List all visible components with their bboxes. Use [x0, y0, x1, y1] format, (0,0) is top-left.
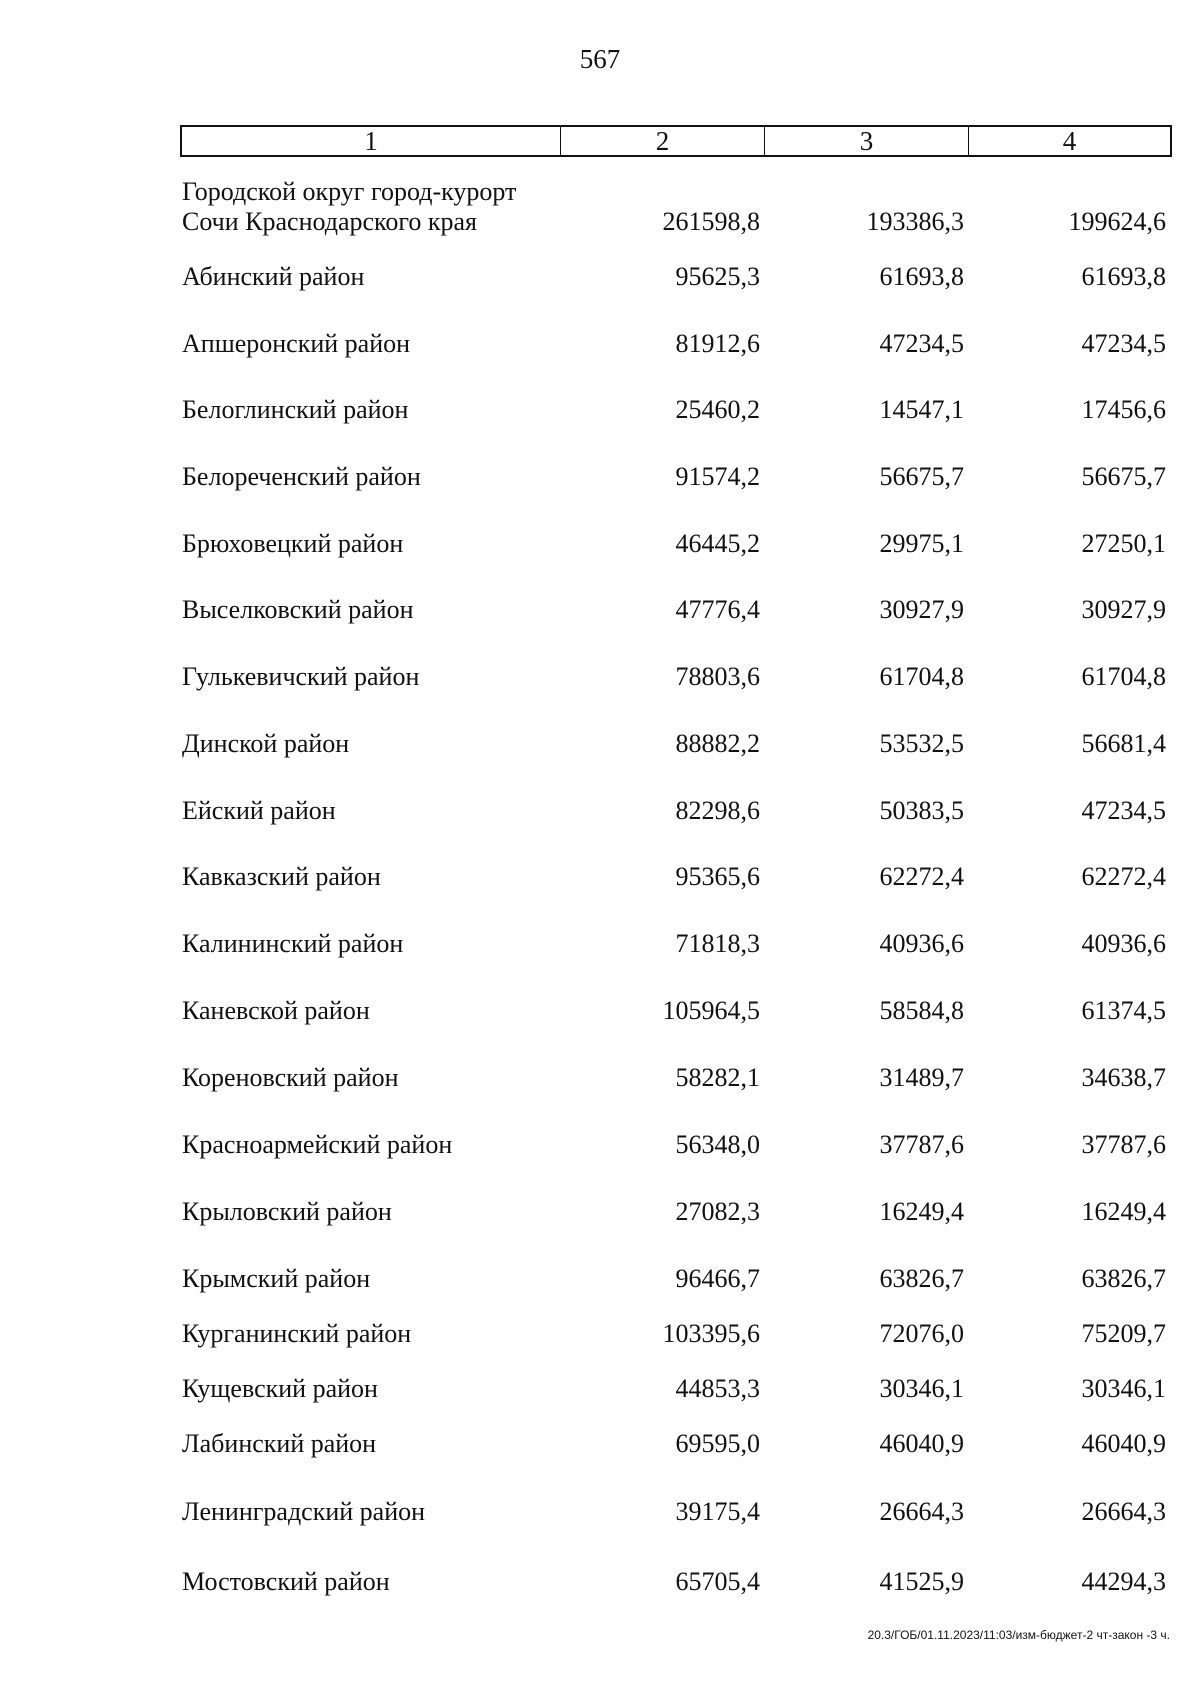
row-value-col2: 44853,3	[675, 1374, 760, 1403]
row-district-name: Крымский район	[182, 1264, 371, 1293]
row-district-name: Каневской район	[182, 996, 370, 1025]
budget-table	[180, 125, 1172, 1596]
table-row	[180, 929, 1172, 959]
row-value-col2: 47776,4	[675, 595, 760, 624]
row-district-name: Крыловский район	[182, 1197, 392, 1226]
row-district-name: Красноармейский район	[182, 1130, 453, 1159]
row-value-col4: 16249,4	[1081, 1197, 1166, 1226]
table-row	[180, 1264, 1172, 1294]
row-value-col4: 30927,9	[1081, 595, 1166, 624]
table-row	[180, 862, 1172, 892]
header-cell-2: 2	[560, 127, 764, 155]
table-row	[180, 595, 1172, 625]
row-value-col3: 53532,5	[879, 729, 964, 758]
row-value-col2: 82298,6	[675, 796, 760, 825]
row-district-name: Ленинградский район	[182, 1497, 426, 1526]
row-value-col3: 30346,1	[879, 1374, 964, 1403]
row-value-col4: 63826,7	[1081, 1264, 1166, 1293]
row-value-col2: 46445,2	[675, 529, 760, 558]
row-value-col2: 261598,8	[662, 207, 760, 236]
row-value-col2: 69595,0	[675, 1429, 760, 1458]
row-value-col4: 44294,3	[1081, 1567, 1166, 1596]
row-value-col4: 17456,6	[1081, 395, 1166, 424]
row-value-col3: 61704,8	[879, 662, 964, 691]
table-row	[180, 1429, 1172, 1459]
row-value-col4: 47234,5	[1081, 796, 1166, 825]
row-value-col4: 56675,7	[1081, 462, 1166, 491]
page-number: 567	[579, 44, 621, 74]
table-row	[180, 262, 1172, 292]
row-value-col3: 16249,4	[879, 1197, 964, 1226]
row-district-name: Мостовский район	[182, 1567, 390, 1596]
row-value-col4: 37787,6	[1081, 1130, 1166, 1159]
row-district-name: Гулькевичский район	[182, 662, 420, 691]
row-value-col2: 88882,2	[675, 729, 760, 758]
row-value-col3: 37787,6	[879, 1130, 964, 1159]
row-value-col4: 62272,4	[1081, 862, 1166, 891]
table-row	[180, 1319, 1172, 1349]
row-value-col3: 46040,9	[879, 1429, 964, 1458]
header-cell-3: 3	[764, 127, 968, 155]
row-value-col2: 71818,3	[675, 929, 760, 958]
row-value-col4: 46040,9	[1081, 1429, 1166, 1458]
row-value-col2: 103395,6	[662, 1319, 760, 1348]
row-value-col2: 96466,7	[675, 1264, 760, 1293]
row-value-col3: 50383,5	[879, 796, 964, 825]
row-value-col3: 41525,9	[879, 1567, 964, 1596]
row-value-col4: 30346,1	[1081, 1374, 1166, 1403]
row-value-col2: 56348,0	[675, 1130, 760, 1159]
row-value-col3: 31489,7	[879, 1063, 964, 1092]
table-row	[180, 1374, 1172, 1404]
row-value-col4: 34638,7	[1081, 1063, 1166, 1092]
table-row	[180, 329, 1172, 359]
table-row	[180, 1197, 1172, 1227]
row-district-name: Калининский район	[182, 929, 404, 958]
row-district-name: Апшеронский район	[182, 329, 411, 358]
row-value-col2: 58282,1	[675, 1063, 760, 1092]
row-value-col2: 39175,4	[675, 1497, 760, 1526]
row-value-col4: 26664,3	[1081, 1497, 1166, 1526]
table-row	[180, 729, 1172, 759]
table-header-row	[180, 125, 1172, 157]
row-value-col3: 61693,8	[879, 262, 964, 291]
row-value-col2: 95625,3	[675, 262, 760, 291]
row-value-col3: 72076,0	[879, 1319, 964, 1348]
row-district-name: Белореченский район	[182, 462, 421, 491]
row-district-name: Курганинский район	[182, 1319, 412, 1348]
row-value-col3: 58584,8	[879, 996, 964, 1025]
row-value-col4: 40936,6	[1081, 929, 1166, 958]
row-value-col2: 95365,6	[675, 862, 760, 891]
row-district-name: Кореновский район	[182, 1063, 399, 1092]
row-district-name: Кущевский район	[182, 1374, 378, 1403]
table-row	[180, 1130, 1172, 1160]
row-value-col2: 81912,6	[675, 329, 760, 358]
row-value-col2: 65705,4	[675, 1567, 760, 1596]
row-district-name: Белоглинский район	[182, 395, 409, 424]
row-value-col3: 29975,1	[879, 529, 964, 558]
table-row	[180, 395, 1172, 425]
row-district-name: Динской район	[182, 729, 350, 758]
row-district-name: Городской округ город-курорт Сочи Краснодарского края	[182, 177, 517, 236]
table-row	[180, 662, 1172, 692]
row-value-col3: 30927,9	[879, 595, 964, 624]
row-district-name: Брюховецкий район	[182, 529, 404, 558]
row-value-col4: 61693,8	[1081, 262, 1166, 291]
row-value-col2: 105964,5	[662, 996, 760, 1025]
table-row	[180, 996, 1172, 1026]
table-row	[180, 529, 1172, 559]
row-value-col4: 61704,8	[1081, 662, 1166, 691]
row-value-col3: 47234,5	[879, 329, 964, 358]
row-value-col3: 40936,6	[879, 929, 964, 958]
row-district-name: Абинский район	[182, 262, 365, 291]
row-value-col2: 91574,2	[675, 462, 760, 491]
row-value-col4: 75209,7	[1081, 1319, 1166, 1348]
row-value-col3: 14547,1	[879, 395, 964, 424]
row-value-col3: 26664,3	[879, 1497, 964, 1526]
table-row	[180, 1567, 1172, 1597]
row-value-col4: 61374,5	[1081, 996, 1166, 1025]
row-value-col2: 27082,3	[675, 1197, 760, 1226]
row-district-name: Кавказский район	[182, 862, 381, 891]
table-row	[180, 462, 1172, 492]
table-row	[180, 1063, 1172, 1093]
row-value-col3: 62272,4	[879, 862, 964, 891]
row-value-col4: 47234,5	[1081, 329, 1166, 358]
row-district-name: Выселковский район	[182, 595, 414, 624]
header-cell-4: 4	[968, 127, 1170, 155]
table-row	[180, 1497, 1172, 1527]
row-value-col3: 193386,3	[866, 207, 964, 236]
footer-document-code: 20.3/ГОБ/01.11.2023/11:03/изм-бюджет-2 чт-закон -3 ч.	[867, 1628, 1170, 1642]
row-value-col4: 199624,6	[1068, 207, 1166, 236]
row-district-name: Лабинский район	[182, 1429, 377, 1458]
row-value-col4: 56681,4	[1081, 729, 1166, 758]
header-cell-1: 1	[364, 126, 378, 156]
row-district-name: Ейский район	[182, 796, 336, 825]
row-value-col4: 27250,1	[1081, 529, 1166, 558]
row-value-col3: 56675,7	[879, 462, 964, 491]
table-row	[180, 177, 1172, 237]
row-value-col2: 25460,2	[675, 395, 760, 424]
table-row	[180, 796, 1172, 826]
row-value-col2: 78803,6	[675, 662, 760, 691]
row-value-col3: 63826,7	[879, 1264, 964, 1293]
